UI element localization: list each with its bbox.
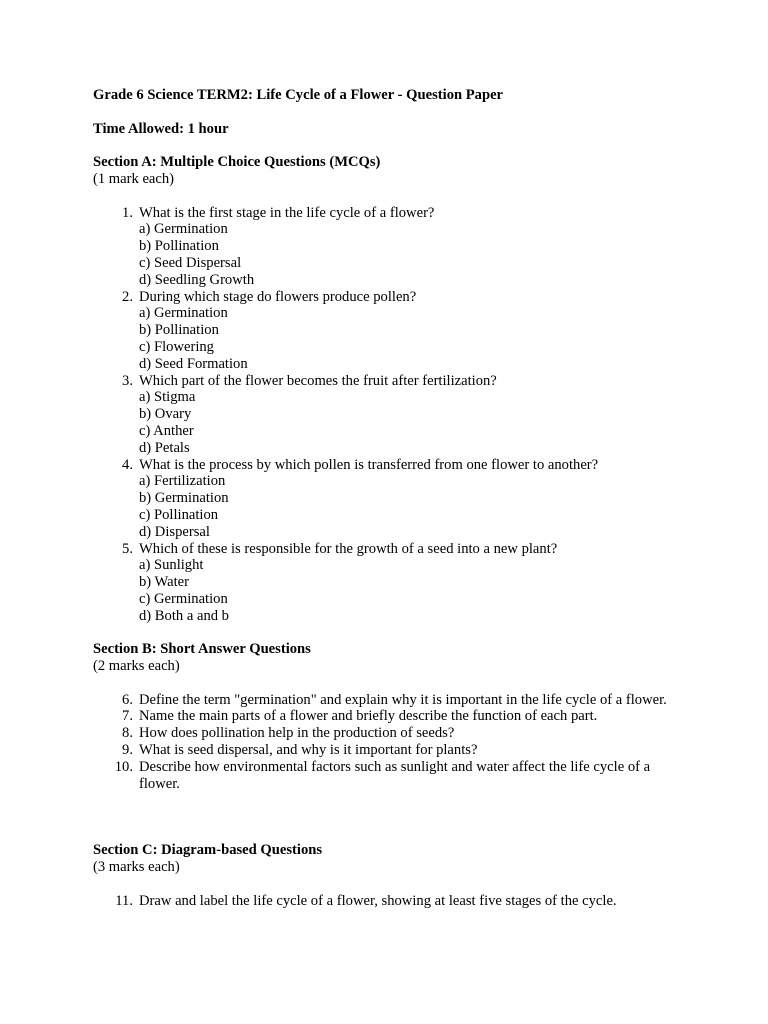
question-10 — [93, 759, 683, 793]
option: a) Fertilization — [139, 473, 226, 490]
question-text: What is the first stage in the life cycle of a flower? — [139, 204, 435, 221]
question-paper — [93, 87, 683, 910]
question-8 — [93, 725, 683, 742]
question-6 — [93, 692, 683, 709]
question-9 — [93, 742, 683, 759]
question-2 — [93, 289, 683, 373]
section-a-marks: (1 mark each) — [93, 170, 175, 187]
option: b) Pollination — [139, 322, 219, 339]
section-a-question-list — [93, 205, 683, 625]
question-number: 11. — [115, 892, 133, 909]
question-text: Draw and label the life cycle of a flower, showing at least five stages of the cycle. — [139, 892, 617, 909]
section-c-marks: (3 marks each) — [93, 859, 180, 876]
question-1 — [93, 205, 683, 289]
option: c) Seed Dispersal — [139, 254, 242, 271]
question-7 — [93, 708, 683, 725]
option: d) Petals — [139, 439, 190, 456]
section-b — [93, 641, 683, 792]
question-number: 7. — [122, 708, 133, 725]
question-text: How does pollination help in the production of seeds? — [139, 725, 455, 742]
question-text: Describe how environmental factors such as sunlight and water affect the life cycle of a flower. — [139, 758, 651, 792]
option: c) Pollination — [139, 506, 219, 523]
option: d) Seed Formation — [139, 355, 248, 372]
question-text: Name the main parts of a flower and briefly describe the function of each part. — [139, 708, 598, 725]
option: a) Germination — [139, 221, 228, 238]
option: b) Germination — [139, 490, 229, 507]
question-number: 8. — [122, 725, 133, 742]
question-text: What is the process by which pollen is transferred from one flower to another? — [139, 456, 599, 473]
question-11 — [93, 893, 683, 910]
section-c-question-list — [93, 893, 683, 910]
section-b-question-list — [93, 692, 683, 793]
option: c) Flowering — [139, 338, 214, 355]
question-number: 3. — [122, 372, 133, 389]
section-a-heading: Section A: Multiple Choice Questions (MCQs) — [93, 154, 381, 171]
time-allowed: Time Allowed: 1 hour — [93, 120, 229, 137]
option: c) Germination — [139, 590, 228, 607]
question-number: 6. — [122, 691, 133, 708]
question-text: What is seed dispersal, and why is it important for plants? — [139, 742, 478, 759]
question-number: 1. — [122, 204, 133, 221]
option: b) Ovary — [139, 406, 192, 423]
question-3 — [93, 373, 683, 457]
option: c) Anther — [139, 422, 194, 439]
question-number: 4. — [122, 456, 133, 473]
option: d) Dispersal — [139, 523, 210, 540]
option: d) Both a and b — [139, 607, 229, 624]
question-number: 9. — [122, 742, 133, 759]
question-text: Which part of the flower becomes the fruit after fertilization? — [139, 372, 497, 389]
option: a) Germination — [139, 305, 228, 322]
option: d) Seedling Growth — [139, 271, 255, 288]
section-c — [93, 842, 683, 909]
option: b) Pollination — [139, 238, 219, 255]
section-c-heading: Section C: Diagram-based Questions — [93, 842, 323, 859]
question-5 — [93, 541, 683, 625]
question-text: During which stage do flowers produce pollen? — [139, 288, 417, 305]
question-4 — [93, 457, 683, 541]
question-number: 10. — [114, 758, 133, 775]
option: a) Sunlight — [139, 557, 204, 574]
section-a — [93, 154, 683, 624]
question-text: Define the term "germination" and explain why it is important in the life cycle of a flower. — [139, 691, 667, 708]
page-title: Grade 6 Science TERM2: Life Cycle of a Flower - Question Paper — [93, 87, 504, 103]
section-b-heading: Section B: Short Answer Questions — [93, 641, 311, 658]
option: b) Water — [139, 574, 190, 591]
question-number: 2. — [122, 288, 133, 305]
section-b-marks: (2 marks each) — [93, 658, 180, 675]
question-text: Which of these is responsible for the growth of a seed into a new plant? — [139, 540, 558, 557]
question-number: 5. — [122, 540, 133, 557]
option: a) Stigma — [139, 389, 196, 406]
